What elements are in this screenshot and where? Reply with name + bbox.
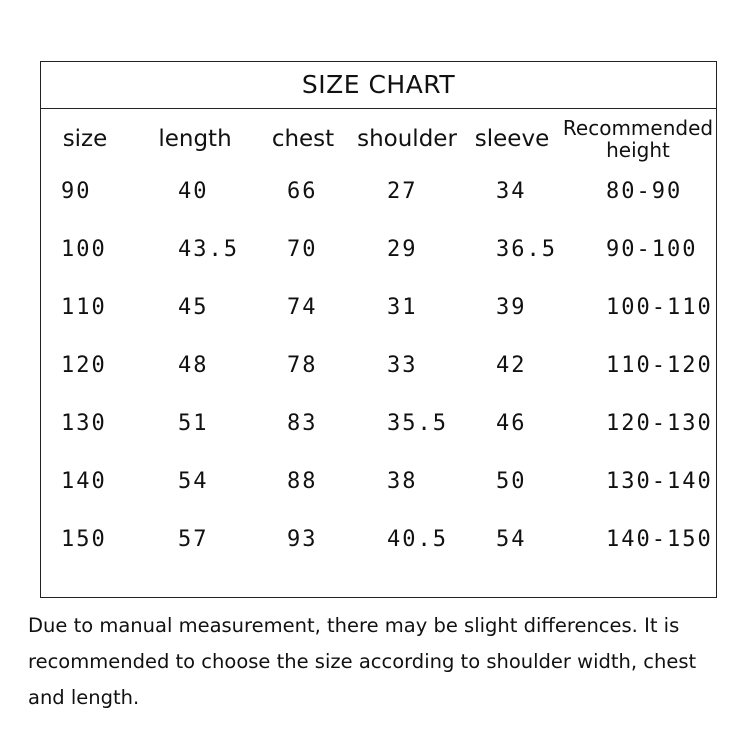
cell-length: 48	[178, 352, 209, 378]
cell-sleeve: 50	[496, 468, 527, 494]
table-row	[41, 456, 716, 514]
cell-size: 130	[61, 410, 107, 436]
header-recommended-height-line2: height	[606, 138, 670, 162]
table-row	[41, 282, 716, 340]
table-row	[41, 166, 716, 224]
data-rows	[41, 166, 716, 572]
cell-height: 140-150	[606, 526, 713, 552]
header-sleeve: sleeve	[474, 126, 550, 152]
header-length: length	[158, 126, 232, 152]
cell-shoulder: 31	[387, 294, 418, 320]
measurement-note: Due to manual measurement, there may be slight differences. It is recommended to choose the size according to shoulder width, chest and length.	[28, 614, 697, 709]
cell-chest: 66	[287, 178, 318, 204]
cell-sleeve: 39	[496, 294, 527, 320]
chart-title: SIZE CHART	[41, 62, 716, 109]
cell-height: 130-140	[606, 468, 713, 494]
cell-height: 80-90	[606, 178, 683, 204]
header-size: size	[62, 126, 108, 152]
header-recommended-height-line1: Recommended	[562, 116, 714, 140]
header-recommended-height	[560, 105, 716, 165]
table-row	[41, 224, 716, 282]
cell-sleeve: 36.5	[496, 236, 557, 262]
cell-sleeve: 54	[496, 526, 527, 552]
cell-height: 120-130	[606, 410, 713, 436]
cell-chest: 88	[287, 468, 318, 494]
cell-height: 110-120	[606, 352, 713, 378]
cell-sleeve: 46	[496, 410, 527, 436]
header-row	[41, 109, 716, 169]
header-chest: chest	[271, 126, 335, 152]
cell-size: 140	[61, 468, 107, 494]
cell-shoulder: 35.5	[387, 410, 448, 436]
cell-size: 100	[61, 236, 107, 262]
size-chart-table	[40, 61, 717, 598]
cell-chest: 93	[287, 526, 318, 552]
cell-chest: 83	[287, 410, 318, 436]
cell-chest: 70	[287, 236, 318, 262]
cell-length: 57	[178, 526, 209, 552]
cell-chest: 78	[287, 352, 318, 378]
cell-sleeve: 34	[496, 178, 527, 204]
cell-length: 40	[178, 178, 209, 204]
cell-length: 43.5	[178, 236, 239, 262]
cell-sleeve: 42	[496, 352, 527, 378]
cell-length: 54	[178, 468, 209, 494]
cell-shoulder: 40.5	[387, 526, 448, 552]
cell-length: 51	[178, 410, 209, 436]
cell-shoulder: 27	[387, 178, 418, 204]
cell-chest: 74	[287, 294, 318, 320]
cell-height: 90-100	[606, 236, 698, 262]
cell-height: 100-110	[606, 294, 713, 320]
table-row	[41, 340, 716, 398]
cell-length: 45	[178, 294, 209, 320]
cell-size: 150	[61, 526, 107, 552]
cell-size: 110	[61, 294, 107, 320]
cell-size: 90	[61, 178, 92, 204]
cell-shoulder: 29	[387, 236, 418, 262]
table-row	[41, 398, 716, 456]
cell-shoulder: 38	[387, 468, 418, 494]
header-shoulder: shoulder	[357, 126, 457, 152]
cell-shoulder: 33	[387, 352, 418, 378]
cell-size: 120	[61, 352, 107, 378]
table-row	[41, 514, 716, 572]
